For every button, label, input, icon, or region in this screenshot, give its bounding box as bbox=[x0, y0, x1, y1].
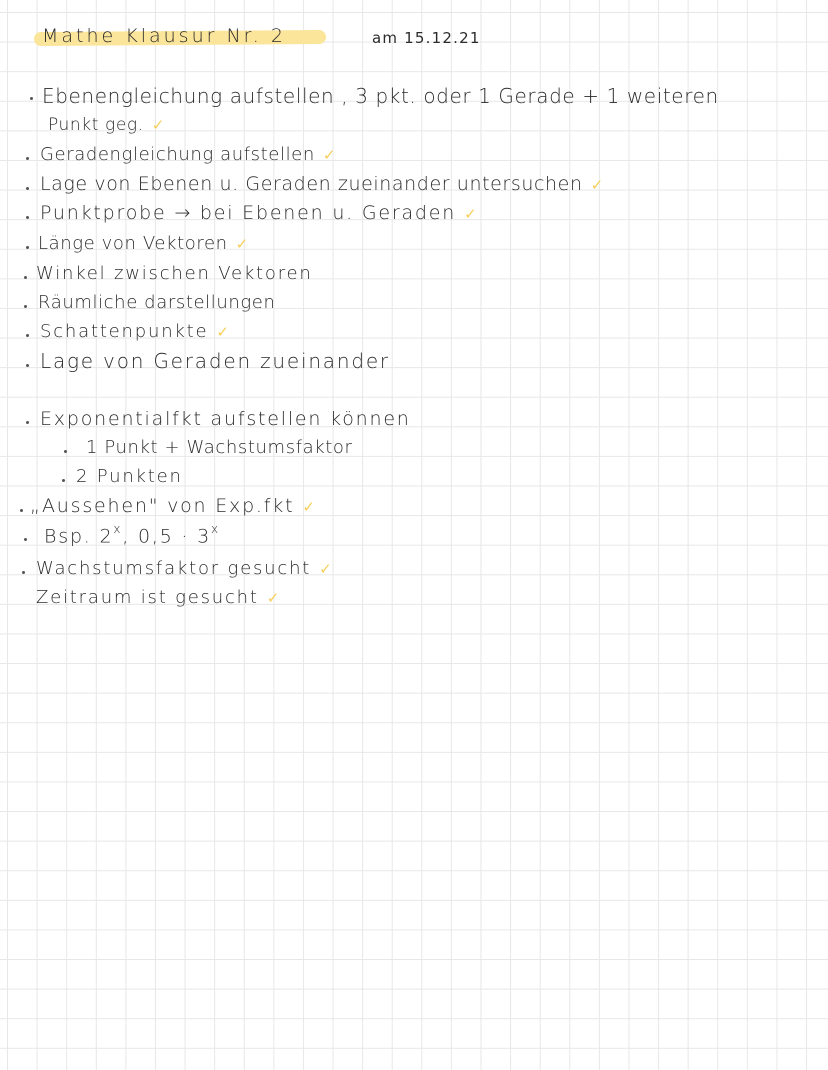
list-item-text: Zeitraum ist gesucht bbox=[36, 587, 259, 608]
list-item-text: Länge von Vektoren bbox=[38, 233, 228, 254]
checkmark-icon: ✓ bbox=[151, 116, 165, 134]
list-item-text: Exponentialfkt aufstellen können bbox=[40, 408, 411, 430]
bullet-dot bbox=[26, 246, 29, 249]
checkmark-icon: ✓ bbox=[302, 498, 317, 516]
list-item bbox=[40, 173, 604, 195]
list-item-text: „Aussehen" von Exp.fkt bbox=[30, 495, 295, 517]
checkmark-icon: ✓ bbox=[266, 589, 282, 607]
bullet-dot bbox=[26, 421, 29, 424]
bullet-dot bbox=[20, 509, 23, 512]
bullet-dot bbox=[64, 450, 67, 453]
bullet-dot bbox=[24, 276, 27, 279]
bullet-dot bbox=[26, 187, 29, 190]
bullet-dot bbox=[26, 157, 29, 160]
example-text: Bsp. 2 bbox=[44, 525, 114, 548]
list-item-text: Schattenpunkte bbox=[40, 321, 209, 342]
list-item-text: Räumliche darstellungen bbox=[38, 292, 276, 313]
page-title: Mathe Klausur Nr. 2 bbox=[42, 25, 286, 47]
list-item-text: Ebenengleichung aufstellen , 3 pkt. oder 1 Gerade + 1 weiteren bbox=[42, 84, 719, 108]
bullet-dot bbox=[62, 479, 65, 482]
exam-date: am 15.12.21 bbox=[372, 29, 481, 47]
list-item bbox=[38, 233, 249, 254]
list-item-text: Lage von Ebenen u. Geraden zueinander untersuchen bbox=[40, 173, 583, 195]
list-item-text: Punkt geg. bbox=[48, 115, 144, 135]
bullet-dot bbox=[24, 538, 27, 541]
checkmark-icon: ✓ bbox=[590, 176, 604, 194]
list-item bbox=[36, 263, 313, 284]
list-item bbox=[38, 292, 275, 313]
bullet-dot bbox=[26, 334, 29, 337]
list-item-text: 1 Punkt + Wachstumsfaktor bbox=[86, 437, 353, 458]
list-item bbox=[40, 349, 390, 373]
bullet-dot bbox=[26, 216, 29, 219]
exponent: x bbox=[113, 522, 123, 536]
list-item bbox=[42, 84, 719, 108]
checkmark-icon: ✓ bbox=[319, 560, 334, 578]
list-item bbox=[40, 408, 411, 430]
list-item-text: Wachstumsfaktor gesucht bbox=[36, 558, 312, 579]
list-item bbox=[36, 558, 334, 579]
bullet-dot bbox=[26, 364, 29, 367]
list-subitem bbox=[86, 437, 353, 458]
list-subitem bbox=[76, 466, 183, 487]
checkmark-icon: ✓ bbox=[322, 146, 337, 164]
example-text: , 0,5 · 3 bbox=[122, 525, 211, 548]
list-item bbox=[40, 321, 231, 342]
list-item-text: Geradengleichung aufstellen bbox=[40, 144, 315, 165]
bullet-dot bbox=[24, 305, 27, 308]
bullet-dot bbox=[22, 571, 25, 574]
list-item-text: Winkel zwischen Vektoren bbox=[36, 263, 313, 284]
exponent: x bbox=[210, 522, 220, 536]
bullet-dot bbox=[30, 97, 33, 100]
list-item bbox=[40, 144, 336, 165]
list-item bbox=[44, 524, 220, 547]
checkmark-icon: ✓ bbox=[464, 205, 479, 223]
list-item bbox=[30, 495, 317, 517]
list-item-text: Punktprobe → bei Ebenen u. Geraden bbox=[40, 202, 457, 224]
checkmark-icon: ✓ bbox=[235, 235, 249, 253]
list-item bbox=[40, 202, 478, 224]
list-item-text: Lage von Geraden zueinander bbox=[40, 349, 390, 373]
checkmark-icon: ✓ bbox=[216, 323, 231, 341]
list-item-text: 2 Punkten bbox=[76, 466, 183, 487]
list-item-continuation bbox=[48, 115, 165, 135]
list-item bbox=[36, 587, 281, 608]
